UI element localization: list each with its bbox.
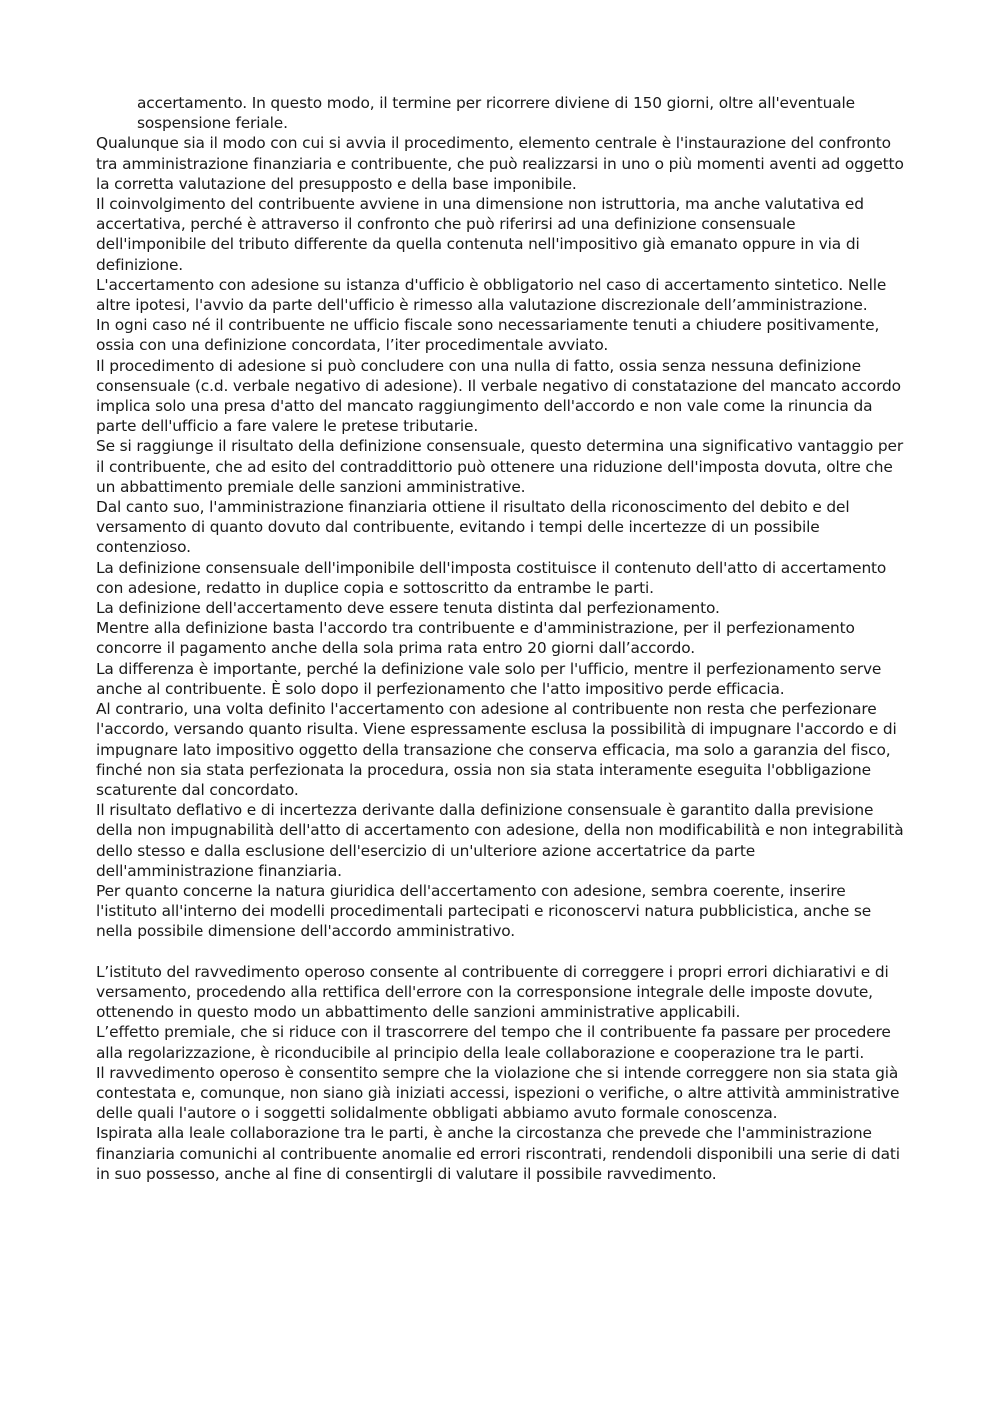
paragraph: Al contrario, una volta definito l'accertamento con adesione al contribuente non resta che perfezionare l'accordo, versando quanto risulta. Viene espressamente esclusa la possibilità di impugnare l'accordo e di impugnare lato impositivo oggetto della transazione che conserva efficacia, ma solo a garanzia del fisco, finché non sia stata perfezionata la procedura, ossia non sia stata interamente eseguita l'obbligazione scaturente dal concordato. [96, 700, 897, 799]
paragraph: Il ravvedimento operoso è consentito sempre che la violazione che si intende correggere non sia stata già contestata e, comunque, non siano già iniziati accessi, ispezioni o verifiche, o altre attività amministrative delle quali l'autore o i soggetti solidalmente obbligati abbiamo avuto formale conoscenza. [96, 1063, 900, 1123]
paragraph: Il risultato deflativo e di incertezza derivante dalla definizione consensuale è garantito dalla previsione della non impugnabilità dell'atto di accertamento con adesione, della non modificabilità e non integrabilità dello stesso e dalla esclusione dell'esercizio di un'ulteriore azione accertatrice da parte dell'amministrazione finanziaria. [96, 801, 904, 880]
paragraph: La definizione consensuale dell'imponibile dell'imposta costituisce il contenuto dell'atto di accertamento con adesione, redatto in duplice copia e sottoscritto da entrambe le parti. [96, 558, 887, 597]
paragraph: L’effetto premiale, che si riduce con il trascorrere del tempo che il contribuente fa passare per procedere alla regolarizzazione, è riconducibile al principio della leale collaborazione e cooperazione tra le parti. [96, 1023, 891, 1062]
paragraph: L’istituto del ravvedimento operoso consente al contribuente di correggere i propri errori dichiarativi e di versamento, procedendo alla rettifica dell'errore con la corresponsione integrale delle imposte dovute, ottenendo in questo modo un abbattimento delle sanzioni amministrative applicabili. [96, 962, 889, 1022]
paragraph: La definizione dell'accertamento deve essere tenuta distinta dal perfezionamento. [96, 599, 720, 618]
document-page [96, 93, 908, 1184]
paragraph-continuation: accertamento. In questo modo, il termine per ricorrere diviene di 150 giorni, oltre all'eventuale sospensione feriale. [137, 94, 855, 133]
paragraph: Il coinvolgimento del contribuente avviene in una dimensione non istruttoria, ma anche valutativa ed accertativa, perché è attraverso il confronto che può riferirsi ad una definizione consensuale dell'imponibile del tributo differente da quella contenuta nell'impositivo già emanato oppure in via di definizione. [96, 195, 864, 274]
paragraph: L'accertamento con adesione su istanza d'ufficio è obbligatorio nel caso di accertamento sintetico. Nelle altre ipotesi, l'avvio da parte dell'ufficio è rimesso alla valutazione discrezionale dell’amministrazione. [96, 275, 887, 315]
paragraph: Mentre alla definizione basta l'accordo tra contribuente e d'amministrazione, per il perfezionamento concorre il pagamento anche della sola prima rata entro 20 giorni dall’accordo. [96, 619, 855, 658]
paragraph: Dal canto suo, l'amministrazione finanziaria ottiene il risultato della riconoscimento del debito e del versamento di quanto dovuto dal contribuente, evitando i tempi delle incertezze di un possibile contenzioso. [96, 498, 850, 557]
paragraph: La differenza è importante, perché la definizione vale solo per l'ufficio, mentre il perfezionamento serve anche al contribuente. È solo dopo il perfezionamento che l'atto impositivo perde efficacia. [96, 659, 882, 698]
paragraph: Il procedimento di adesione si può concludere con una nulla di fatto, ossia senza nessuna definizione consensuale (c.d. verbale negativo di adesione). Il verbale negativo di constatazione del mancato accordo implica solo una presa d'atto del mancato raggiungimento dell'accordo e non vale come la rinuncia da parte dell'ufficio a fare valere le pretese tributarie. [96, 356, 901, 436]
paragraph: In ogni caso né il contribuente ne ufficio fiscale sono necessariamente tenuti a chiudere positivamente, ossia con una definizione concordata, l’iter procedimentale avviato. [96, 316, 880, 355]
paragraph: Per quanto concerne la natura giuridica dell'accertamento con adesione, sembra coerente, inserire l'istituto all'interno dei modelli procedimentali partecipati e riconoscervi natura pubblicistica, anche se nella possibile dimensione dell'accordo amministrativo. [96, 881, 872, 941]
paragraph: Se si raggiunge il risultato della definizione consensuale, questo determina una significativo vantaggio per il contribuente, che ad esito del contraddittorio può ottenere una riduzione dell'imposta dovuta, oltre che un abbattimento premiale delle sanzioni amministrative. [96, 437, 903, 496]
blank-line [96, 942, 908, 962]
paragraph: Qualunque sia il modo con cui si avvia il procedimento, elemento centrale è l'instaurazione del confronto tra amministrazione finanziaria e contribuente, che può realizzarsi in uno o più momenti aventi ad oggetto la corretta valutazione del presupposto e della base imponibile. [96, 134, 904, 193]
paragraph: Ispirata alla leale collaborazione tra le parti, è anche la circostanza che prevede che l'amministrazione finanziaria comunichi al contribuente anomalie ed errori riscontrati, rendendoli disponibili una serie di dati in suo possesso, anche al fine di consentirgli di valutare il possibile ravvedimento. [96, 1124, 900, 1183]
